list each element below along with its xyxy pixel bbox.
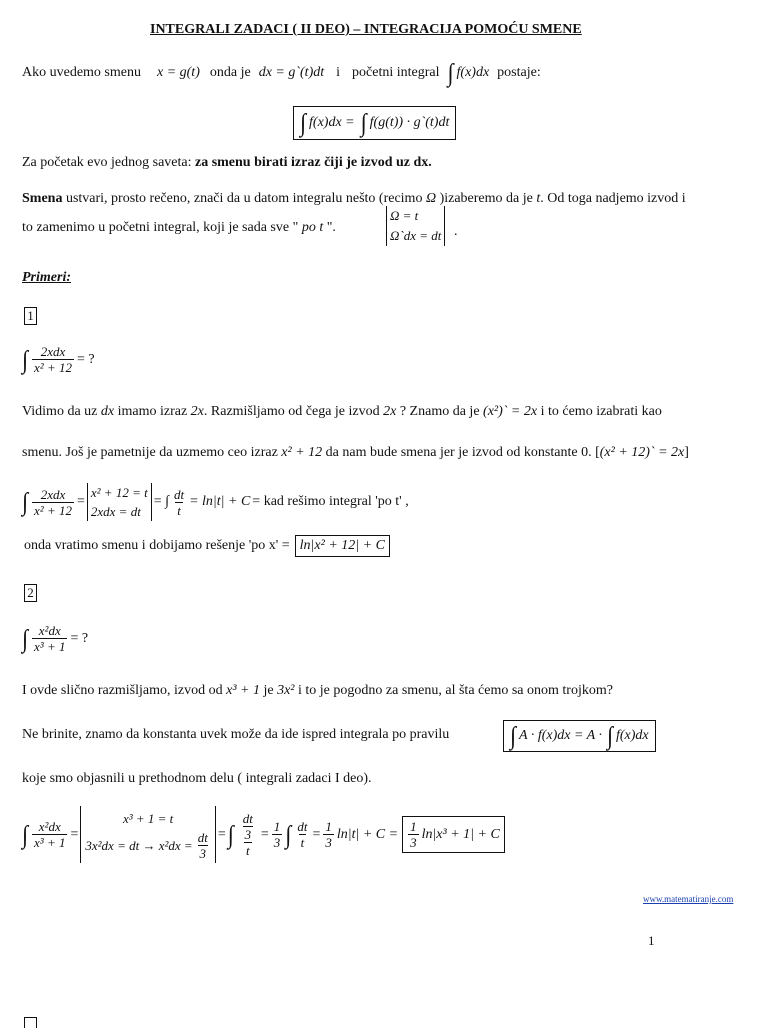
example-2-numerator: x²dx <box>38 623 61 638</box>
example-1-denominator: x² + 12 <box>34 360 72 375</box>
example-2-system <box>80 806 215 863</box>
next-example-box-fragment <box>24 1017 37 1028</box>
smena-text-2: to zamenimo u početni integral, koji je sada sve " <box>22 220 299 235</box>
smena-bold: Smena <box>22 191 63 206</box>
example-1-solution: ∫ $\frac{\text{2xdx}}{\text{x² + 12}}$ = x² + 12 = t 2xdx = dt = ∫ $\frac{dt}{t}$ = ln|t| + C = kad rešimo integral 'po t' , <box>22 485 409 519</box>
integral-sign-icon: ∫ <box>300 108 307 137</box>
example-1-answer: ln|x² + 12| + C <box>295 535 390 557</box>
ex2-math: x³ + 1 <box>226 683 260 698</box>
one-third-den: 3 <box>273 835 281 850</box>
ex1-dt-den: t <box>177 502 181 518</box>
ex2-text: je <box>259 683 278 698</box>
example-1-number: 1 <box>24 307 37 325</box>
example-1-back <box>24 535 390 557</box>
example-1-denominator: x² + 12 <box>34 502 72 518</box>
ex1-math: (x² + 12)` = 2x <box>599 445 685 460</box>
example-2-fraction <box>32 623 67 654</box>
integral-sign-icon: ∫ <box>22 623 29 653</box>
integral-sign-icon: ∫ <box>227 819 234 849</box>
example-1-para-2 <box>22 445 689 461</box>
page-number: 1 <box>648 933 655 948</box>
page-title: INTEGRALI ZADACI ( II DEO) – INTEGRACIJA POMOĆU SMENE <box>150 22 582 37</box>
example-2-denominator: x³ + 1 <box>34 835 66 850</box>
example-1-problem <box>22 344 95 375</box>
example-2-solution: ∫ $\frac{\text{x²dx}}{\text{x³ + 1}}$ = x³ + 1 = t 3x²dx = dt → x²dx = $\frac{dt}{3}$ = ∫ $\frac{\frac{dt}{3}}{t}$ = $\frac{1}{3}$ ∫ $\frac{dt}{t}$ = $\frac{1}{3}$ ln|t| + C = $\frac{1}{3}$ ln|x³ + 1| + C <box>22 806 505 863</box>
example-2-answer: ln|x³ + 1| + C <box>421 826 500 842</box>
example-2-compound-numerator <box>238 811 258 842</box>
one-third-fraction <box>323 819 334 850</box>
omega-symbol: Ω <box>425 191 437 206</box>
example-2-para-2: Ne brinite, znamo da konstanta uvek može da ide ispred integrala po pravilu <box>22 727 450 742</box>
ex1-math: (x²)` = 2x <box>483 404 538 419</box>
ex1-dt-num: dt <box>173 486 185 502</box>
ex1-text: . Razmišljamo od čega je izvod <box>203 404 384 419</box>
one-third-num: 1 <box>410 819 417 834</box>
integral-sign-icon: ∫ <box>22 819 29 849</box>
one-third-den: 3 <box>410 835 417 850</box>
integral-sign-icon: ∫ <box>510 721 517 750</box>
intro-text-3: i <box>336 65 341 80</box>
one-third-num: 1 <box>273 819 281 834</box>
smena-line-2 <box>22 220 336 236</box>
dt-num: dt <box>297 819 308 834</box>
ex1-text: smenu. Još je pametnije da uzmemo ceo izraz <box>22 445 282 460</box>
example-1-system-row-1: x² + 12 = t <box>90 485 148 500</box>
main-formula-right: f(g(t)) · g`(t)dt <box>369 115 450 130</box>
ex1-math: dx <box>100 404 115 419</box>
constant-rule-left: A · f(x)dx = A · <box>519 728 602 743</box>
main-formula-box <box>293 106 456 140</box>
example-1-system <box>87 483 152 521</box>
intro-line <box>22 60 541 86</box>
example-2-number: 2 <box>24 584 37 602</box>
example-2-fraction <box>32 819 67 850</box>
integral-sign-icon: ∫ <box>22 487 29 516</box>
ex1-math: x² + 12 <box>281 445 323 460</box>
example-1-dt-fraction <box>172 487 186 518</box>
example-2-question: = ? <box>70 630 89 646</box>
one-third-fraction <box>408 819 419 850</box>
ex1-text: imamo izraz <box>114 404 191 419</box>
smena-text-2-italic: po t <box>298 220 327 235</box>
one-third-den: 3 <box>325 835 332 850</box>
example-2-eq: = <box>312 826 321 842</box>
smena-t: t <box>536 191 541 206</box>
example-2-compound-fraction <box>238 811 258 858</box>
advice-bold: za smenu birati izraz čiji je izvod uz dx. <box>194 155 432 170</box>
example-2-denominator: x³ + 1 <box>34 639 66 654</box>
website-link[interactable]: www.matematiranje.com <box>643 894 734 904</box>
example-2-system-row-1: x³ + 1 = t <box>122 811 174 826</box>
example-1-fraction <box>32 344 74 375</box>
examples-heading: Primeri: <box>22 270 71 285</box>
constant-rule-right: f(x)dx <box>616 728 649 743</box>
example-2-dt3-fraction <box>196 830 210 861</box>
ex1-text: da nam bude smena jer je izvod od konstante 0. [ <box>322 445 600 460</box>
ex2-inner-den: 3 <box>244 827 252 842</box>
ex1-text: Vidimo da uz <box>22 404 101 419</box>
ex2-dt-num: dt <box>197 830 208 845</box>
example-2-compound-denominator: t <box>246 843 250 858</box>
example-1-numerator: 2xdx <box>40 344 66 359</box>
example-1-fraction <box>32 487 74 518</box>
ex2-inner-num: dt <box>242 811 253 826</box>
main-formula-left: f(x)dx = <box>309 115 355 130</box>
example-1-question: = ? <box>76 351 95 367</box>
ex1-text: ] <box>684 445 689 460</box>
example-1-back-text: onda vratimo smenu i dobijamo rešenje 'po x' = <box>24 538 290 553</box>
intro-text-5: postaje: <box>497 65 541 80</box>
smena-line-1 <box>22 191 686 207</box>
example-2-para-1 <box>22 683 613 699</box>
constant-rule-box <box>503 720 656 752</box>
dt-over-t-fraction <box>295 819 309 850</box>
integral-sign-icon: ∫ <box>360 108 367 137</box>
one-third-num: 1 <box>325 819 332 834</box>
intro-eq-1: x = g(t) <box>156 65 200 80</box>
example-2-inner-fraction <box>241 811 255 842</box>
intro-text-1: Ako uvedemo smenu <box>22 65 141 80</box>
example-2-para-3: koje smo objasnili u prethodnom delu ( integrali zadaci I deo). <box>22 771 372 786</box>
dt-den: t <box>300 835 305 850</box>
example-1-step: = ∫ <box>153 494 169 509</box>
intro-text-2: onda je <box>209 65 251 80</box>
smena-text-1b: )izaberemo da je <box>436 191 537 206</box>
ex2-text: i to je pogodno za smenu, al šta ćemo sa onom trojkom? <box>294 683 613 698</box>
smena-system-row-2: Ω`dx = dt <box>390 228 442 243</box>
example-2-system-row-2-text: 3x²dx = dt → x²dx = <box>85 837 193 853</box>
smena-dot: . <box>454 224 458 239</box>
ex1-text: ? Znamo da je <box>396 404 484 419</box>
smena-text-1a: ustvari, prosto rečeno, znači da u datom integralu nešto (recimo <box>62 191 426 206</box>
intro-text-4: početni integral <box>352 65 440 80</box>
ex1-text: i to ćemo izabrati kao <box>537 404 662 419</box>
smena-text-2-end: ". <box>326 220 336 235</box>
ex1-math: 2x <box>190 404 204 419</box>
intro-eq-2: dx = g`(t)dt <box>258 65 325 80</box>
integral-sign-icon: ∫ <box>22 344 29 374</box>
advice-text: Za početak evo jednog saveta: <box>22 155 195 170</box>
example-1-result-text: = kad rešimo integral 'po t' , <box>252 494 409 509</box>
example-2-problem <box>22 623 88 654</box>
integral-sign-icon: ∫ <box>285 819 292 849</box>
example-2-system-row-2 <box>85 830 210 861</box>
example-1-para-1 <box>22 404 662 420</box>
example-2-answer-box <box>402 816 505 853</box>
smena-text-1c: . Od toga nadjemo izvod i <box>540 191 686 206</box>
example-1-numerator: 2xdx <box>40 486 66 502</box>
advice-line <box>22 155 432 171</box>
example-2-ln-t: ln|t| + C = <box>336 826 399 842</box>
ex2-dt-den: 3 <box>199 846 206 861</box>
smena-system <box>386 206 445 246</box>
ex1-math: 2x <box>383 404 397 419</box>
one-third-fraction <box>272 819 283 850</box>
example-2-numerator: x²dx <box>38 819 61 834</box>
integral-sign-icon: ∫ <box>447 58 454 87</box>
smena-system-row-1: Ω = t <box>390 208 419 223</box>
example-1-result: = ln|t| + C <box>189 494 251 509</box>
example-2-eq: = <box>260 826 269 842</box>
example-1-system-row-2: 2xdx = dt <box>90 504 141 519</box>
ex2-text: I ovde slično razmišljamo, izvod od <box>22 683 227 698</box>
intro-eq-3: f(x)dx <box>456 65 490 80</box>
integral-sign-icon: ∫ <box>606 721 613 750</box>
ex2-math: 3x² <box>277 683 295 698</box>
